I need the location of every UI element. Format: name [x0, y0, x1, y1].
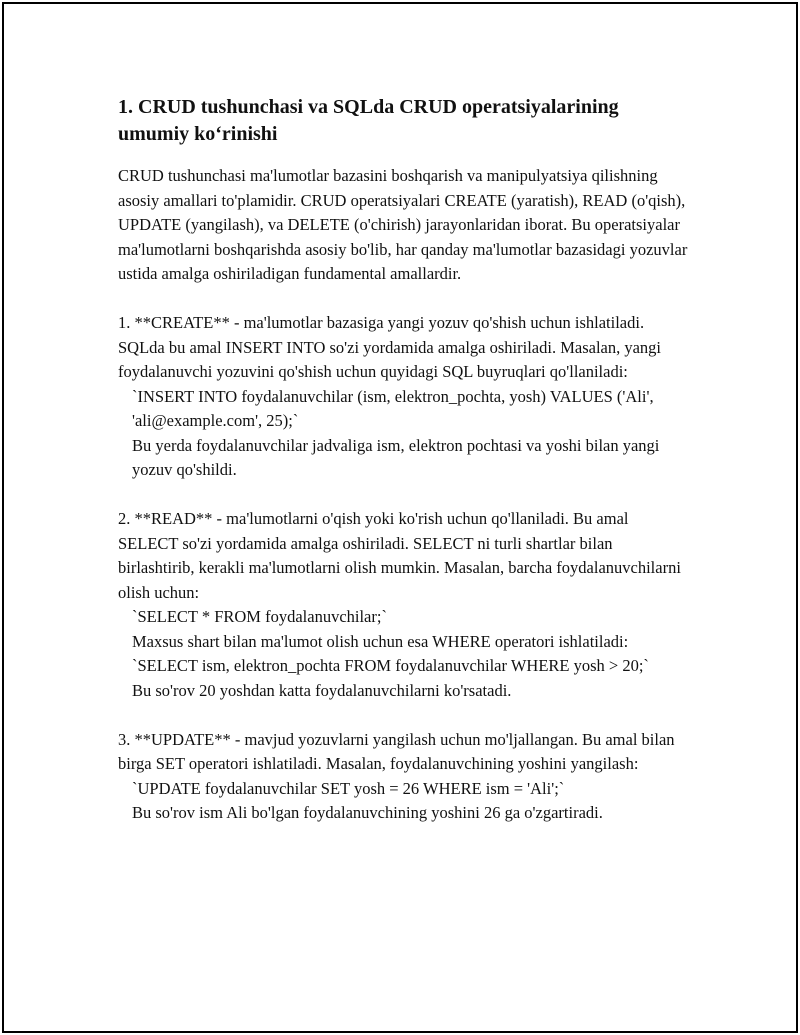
paragraph-gap [118, 483, 688, 508]
document-body [118, 94, 692, 826]
read-code-1: `SELECT * FROM foydalanuvchilar;` [132, 607, 387, 626]
create-note: Bu yerda foydalanuvchilar jadvaliga ism, elektron pochtasi va yoshi bilan yangi yozuv qo'shildi. [132, 435, 664, 479]
intro-paragraph: CRUD tushunchasi ma'lumotlar bazasini boshqarish va manipulyatsiya qilishning asosiy amallari to'plamidir. CRUD operatsiyalari CREATE (yaratish), READ (o'qish), UPDATE (yangilash), va DELETE (o'chirish) jarayonlaridan iborat. Bu operatsiyalar ma'lumotlarni boshqarishda asosiy bo'lib, har qanday ma'lumotlar bazasidagi yozuvlar ustida amalga oshiriladigan fundamental amallardir. [118, 166, 692, 283]
create-paragraph: 1. **CREATE** - ma'lumotlar bazasiga yangi yozuv qo'shish uchun ishlatiladi. SQLda bu amal INSERT INTO so'zi yordamida amalga oshiriladi. Masalan, yangi foydalanuvchi yozuvini qo'shish uchun quyidagi SQL buyruqlari qo'llaniladi: [118, 313, 666, 381]
read-note-2: Bu so'rov 20 yoshdan katta foydalanuvchilarni ko'rsatadi. [132, 680, 512, 700]
read-note-1: Maxsus shart bilan ma'lumot olish uchun esa WHERE operatori ishlatiladi: [132, 631, 629, 651]
paragraph-gap [118, 287, 688, 312]
read-code-2: `SELECT ism, elektron_pochta FROM foydalanuvchilar WHERE yosh > 20;` [132, 656, 649, 675]
read-paragraph: 2. **READ** - ma'lumotlarni o'qish yoki ko'rish uchun qo'llaniladi. Bu amal SELECT so'zi yordamida amalga oshiriladi. SELECT ni turli shartlar bilan birlashtirib, kerakli ma'lumotlarni olish mumkin. Masalan, barcha foydalanuvchilarni olish uchun: [118, 509, 686, 602]
paragraph-gap [118, 703, 688, 728]
update-code: `UPDATE foydalanuvchilar SET yosh = 26 WHERE ism = 'Ali';` [132, 778, 565, 798]
update-paragraph: 3. **UPDATE** - mavjud yozuvlarni yangilash uchun mo'ljallangan. Bu amal bilan birga SET operatori ishlatiladi. Masalan, foydalanuvchining yoshini yangilash: [118, 729, 679, 773]
document-title: 1. CRUD tushunchasi va SQLda CRUD operatsiyalarining umumiy ko‘rinishi [118, 96, 619, 145]
create-code: `INSERT INTO foydalanuvchilar (ism, elektron_pochta, yosh) VALUES ('Ali', 'ali@example.com', 25);` [132, 386, 658, 430]
update-note: Bu so'rov ism Ali bo'lgan foydalanuvchining yoshini 26 ga o'zgartiradi. [132, 803, 603, 822]
